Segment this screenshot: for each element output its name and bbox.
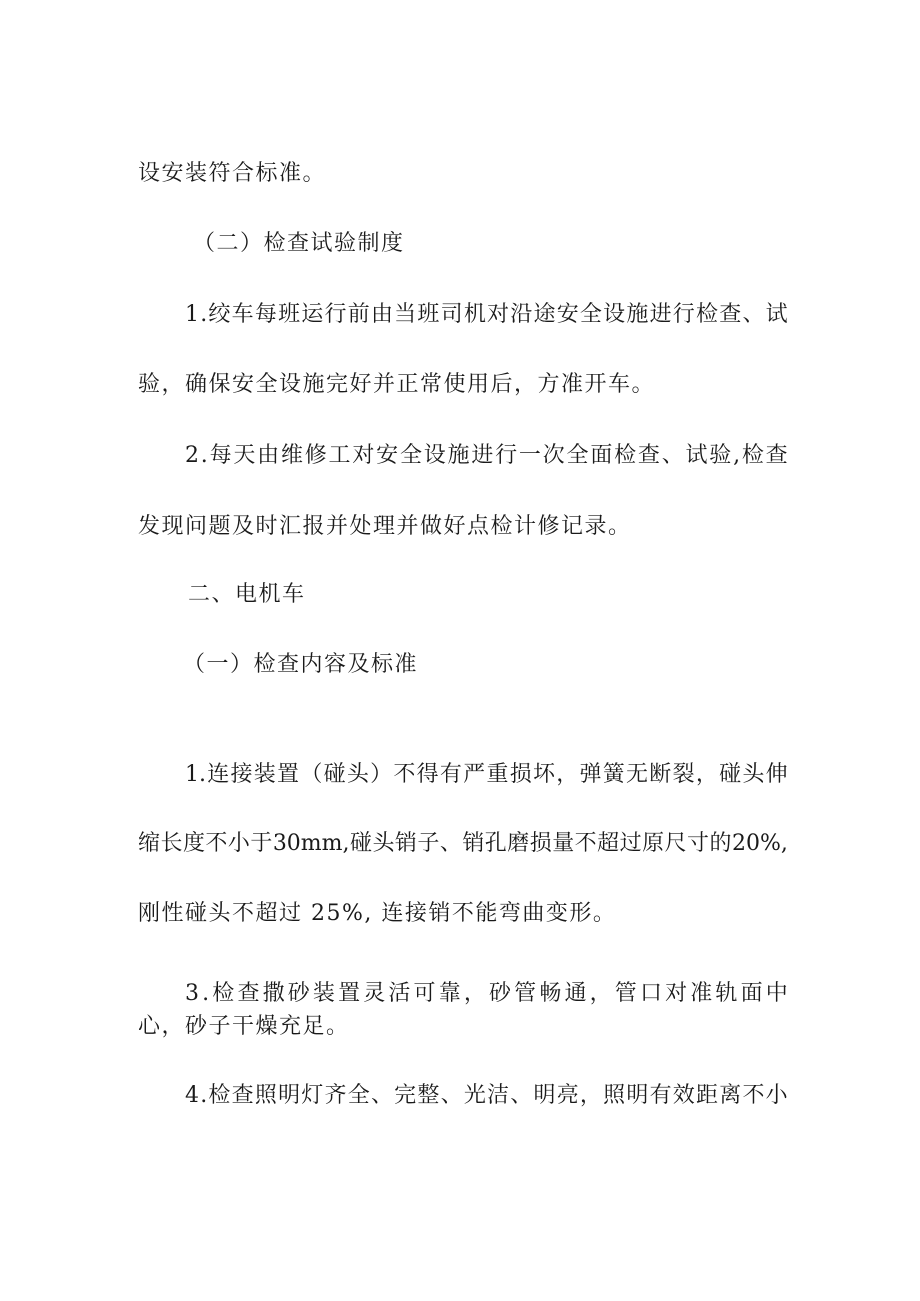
paragraph-line: 1. 连 接 装 置 （ 碰 头 ） 不 得 有 严 重 损 坏 ， 弹 簧 无 断 裂 ， 碰 头 伸 [185, 762, 788, 787]
paragraph-line: 4 . 检 查 照 明 灯 齐 全 、 完 整 、 光 洁 、 明 亮 ， 照 明 有 效 距 离 不 小 [185, 1083, 788, 1108]
paragraph-line: 验，确保安全设施完好并正常使用后，方准开车。 [138, 372, 656, 397]
paragraph-line: 3 . 检 查 撒 砂 装 置 灵 活 可 靠 ， 砂 管 畅 通 ， 管 口 对 准 轨 面 中 [185, 981, 788, 1006]
paragraph-line: 2 . 每 天 由 维 修 工 对 安 全 设 施 进 行 一 次 全 面 检 查 、 试 验 , 检 查 [185, 443, 788, 468]
paragraph-line: 缩 长 度 不 小 于 30mm, 碰 头 销 子 、 销 孔 磨 损 量 不 超 过 原 尺 寸 的 20%, [138, 831, 788, 856]
subsection-heading: （二）检查试验制度 [193, 231, 405, 256]
paragraph-line: 发现问题及时汇报并处理并做好点检计修记录。 [138, 514, 632, 539]
section-heading: 二、电机车 [188, 582, 306, 607]
paragraph-line: 心，砂子干燥充足。 [138, 1014, 350, 1039]
paragraph-line: 1 . 绞 车 每 班 运 行 前 由 当 班 司 机 对 沿 途 安 全 设 施 进 行 检 查 、 试 [185, 302, 788, 327]
paragraph-line: 设安装符合标准。 [138, 161, 327, 186]
subsection-heading: （一）检查内容及标准 [183, 652, 419, 677]
paragraph-line: 刚性碰头不超过 25%, 连接销不能弯曲变形。 [138, 901, 617, 926]
